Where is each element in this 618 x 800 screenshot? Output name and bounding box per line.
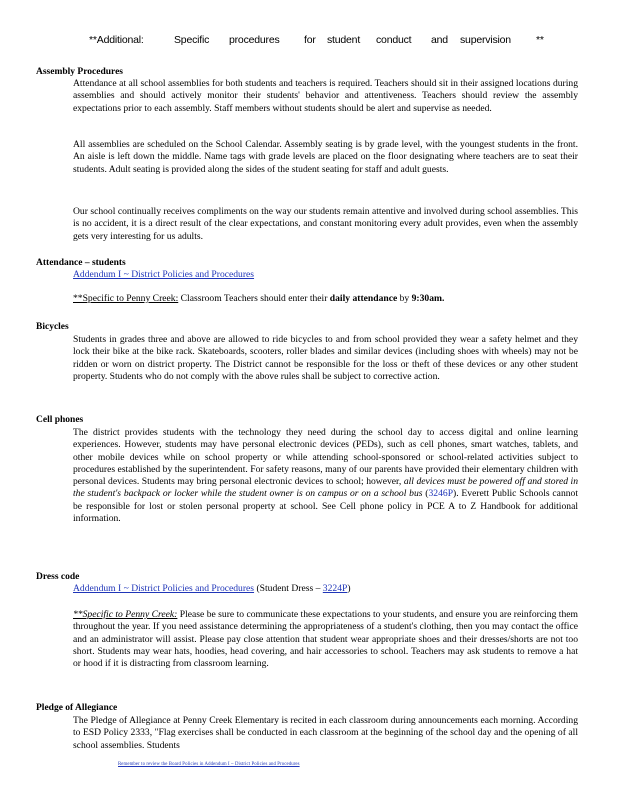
section-heading-pledge: Pledge of Allegiance bbox=[36, 703, 118, 713]
attendance-text-mid: by bbox=[397, 293, 412, 304]
policy-3224p-link[interactable]: 3224P bbox=[322, 583, 348, 594]
cellphones-text: The district provides students with the technology they need during the school day to access digital and online learning experiences. However, students may have personal electronic devices (PEDs), such as cell phones, smart watches, tablets, and other mobile devices while on school property or while attending school-sponsored or school-related activities subject to procedures established by the superintendent. For safety reasons, many of our parents have provided their elementary children with personal devices. Students may bring personal electronic devices to school; however, bbox=[73, 427, 578, 488]
attendance-bold: daily attendance bbox=[329, 293, 398, 304]
title-part: conduct bbox=[376, 34, 412, 46]
attendance-link-line bbox=[73, 269, 578, 281]
cellphones-paragraph: The district provides students with the technology they need during the school day to access digital and online learning experiences. However, students may have personal electronic devices (PEDs), such as cell phones, smart watches, tablets, and other mobile devices while on school property or while attending school-sponsored or school-related activities subject to procedures established by the superintendent. For safety reasons, many of our parents have provided their elementary children with personal devices. Students may bring personal electronic devices to school; however, all devices must be powered off and stored in the student's backpack or locker while the student owner is on campus or on a school bus (3246P). Everett Public Schools cannot be responsible for lost or stolen personal property at school. See Cell phone policy in PCE A to Z Handbook for additional information. bbox=[73, 427, 579, 525]
title-part: and bbox=[431, 34, 448, 46]
cellphones-text-end: . Everett Public Schools cannot be responsible for lost or stolen personal property at school. See Cell phone policy in PCE A to Z Handbook for additional information. bbox=[73, 488, 578, 525]
dresscode-paren: (Student Dress – bbox=[254, 583, 323, 594]
title-part: procedures bbox=[229, 34, 280, 46]
specific-label: **Specific to Penny Creek: bbox=[73, 293, 179, 304]
dresscode-link-line bbox=[73, 583, 578, 595]
assembly-paragraph-3: Our school continually receives compliments on the way our students remain attentive and involved during school assemblies. This is no accident, it is a direct result of the clear expectations, and constant monitoring every adult provides, even when the assembly gets very interesting for us adults. bbox=[73, 206, 578, 242]
bicycles-paragraph: Students in grades three and above are allowed to ride bicycles to and from school provided they wear a safety helmet and they lock their bike at the bike rack. Skateboards, scooters, roller blades and similar devices (including shoes with wheels) may not be ridden or worn on district property. The District cannot be responsible for the loss or theft of these devices or any other student property. Students who do not comply with the above rules shall be subject to corrective action. bbox=[73, 334, 578, 382]
section-heading-bicycles: Bicycles bbox=[36, 322, 69, 332]
policy-3246p-link[interactable]: 3246P bbox=[428, 488, 454, 500]
cellphones-italic: all devices must be powered off and stored in the student's backpack or locker while the student owner is on campus or on a school bus bbox=[73, 476, 579, 500]
title-part: for bbox=[304, 34, 316, 46]
title-part: **Additional: bbox=[89, 34, 144, 46]
footer-reminder-link[interactable]: Remember to review the Board Policies in Addendum I ~ District Policies and Procedures bbox=[118, 762, 300, 767]
assembly-paragraph-1: Attendance at all school assemblies for both students and teachers is required. Teachers should sit in their assigned locations during assemblies and should actively monitor their students' behavior and attentiveness. Teachers should review the assembly expectations prior to each assembly. Staff members without students should be alert and supervise as needed. bbox=[73, 78, 578, 114]
title-part: student bbox=[327, 34, 361, 46]
dresscode-paren-close: ) bbox=[347, 583, 351, 594]
section-heading-assembly: Assembly Procedures bbox=[36, 67, 123, 77]
section-heading-attendance: Attendance – students bbox=[36, 258, 126, 268]
section-heading-cellphones: Cell phones bbox=[36, 415, 84, 425]
specific-label: **Specific to Penny Creek: bbox=[73, 609, 178, 620]
attendance-text: Classroom Teachers should enter their bbox=[178, 293, 330, 304]
title-part: supervision bbox=[460, 34, 511, 46]
title-part: ** bbox=[536, 34, 544, 46]
pledge-paragraph: The Pledge of Allegiance at Penny Creek Elementary is recited in each classroom during announcements each morning. According to ESD Policy 2333, "Flag exercises shall be conducted in each classroom at the beginning of the school day and the opening of all school assemblies. Students bbox=[73, 715, 578, 751]
title-part: Specific bbox=[174, 34, 210, 46]
dresscode-paragraph bbox=[73, 609, 578, 670]
attendance-specific bbox=[73, 293, 578, 305]
attendance-time: 9:30am. bbox=[411, 293, 445, 304]
section-heading-dresscode: Dress code bbox=[36, 572, 80, 582]
assembly-paragraph-2: All assemblies are scheduled on the School Calendar. Assembly seating is by grade level, with the youngest students in the front. An aisle is left down the middle. Name tags with grade levels are placed on the floor designating where teachers are to seat their students. Adult seating is provided along the sides of the student seating for staff and adult guests. bbox=[73, 139, 578, 175]
dresscode-text: Please be sure to communicate these expectations to your students, and ensure you are reinforcing them throughout the year. If you need assistance determining the appropriateness of a student's clothing, then you may contact the office and an administrator will assist. Please pay close attention that student wear appropriate shoes and their dresses/shorts are not too short. Students may wear hats, hoodies, head covering, and hair accessories to school. Teachers may ask students to remove a hat or hood if it is distracting from classroom learning. bbox=[73, 609, 578, 670]
addendum-link-attendance[interactable]: Addendum I ~ District Policies and Procedures bbox=[73, 269, 255, 280]
addendum-link-dresscode[interactable]: Addendum I ~ District Policies and Procedures bbox=[73, 583, 255, 594]
